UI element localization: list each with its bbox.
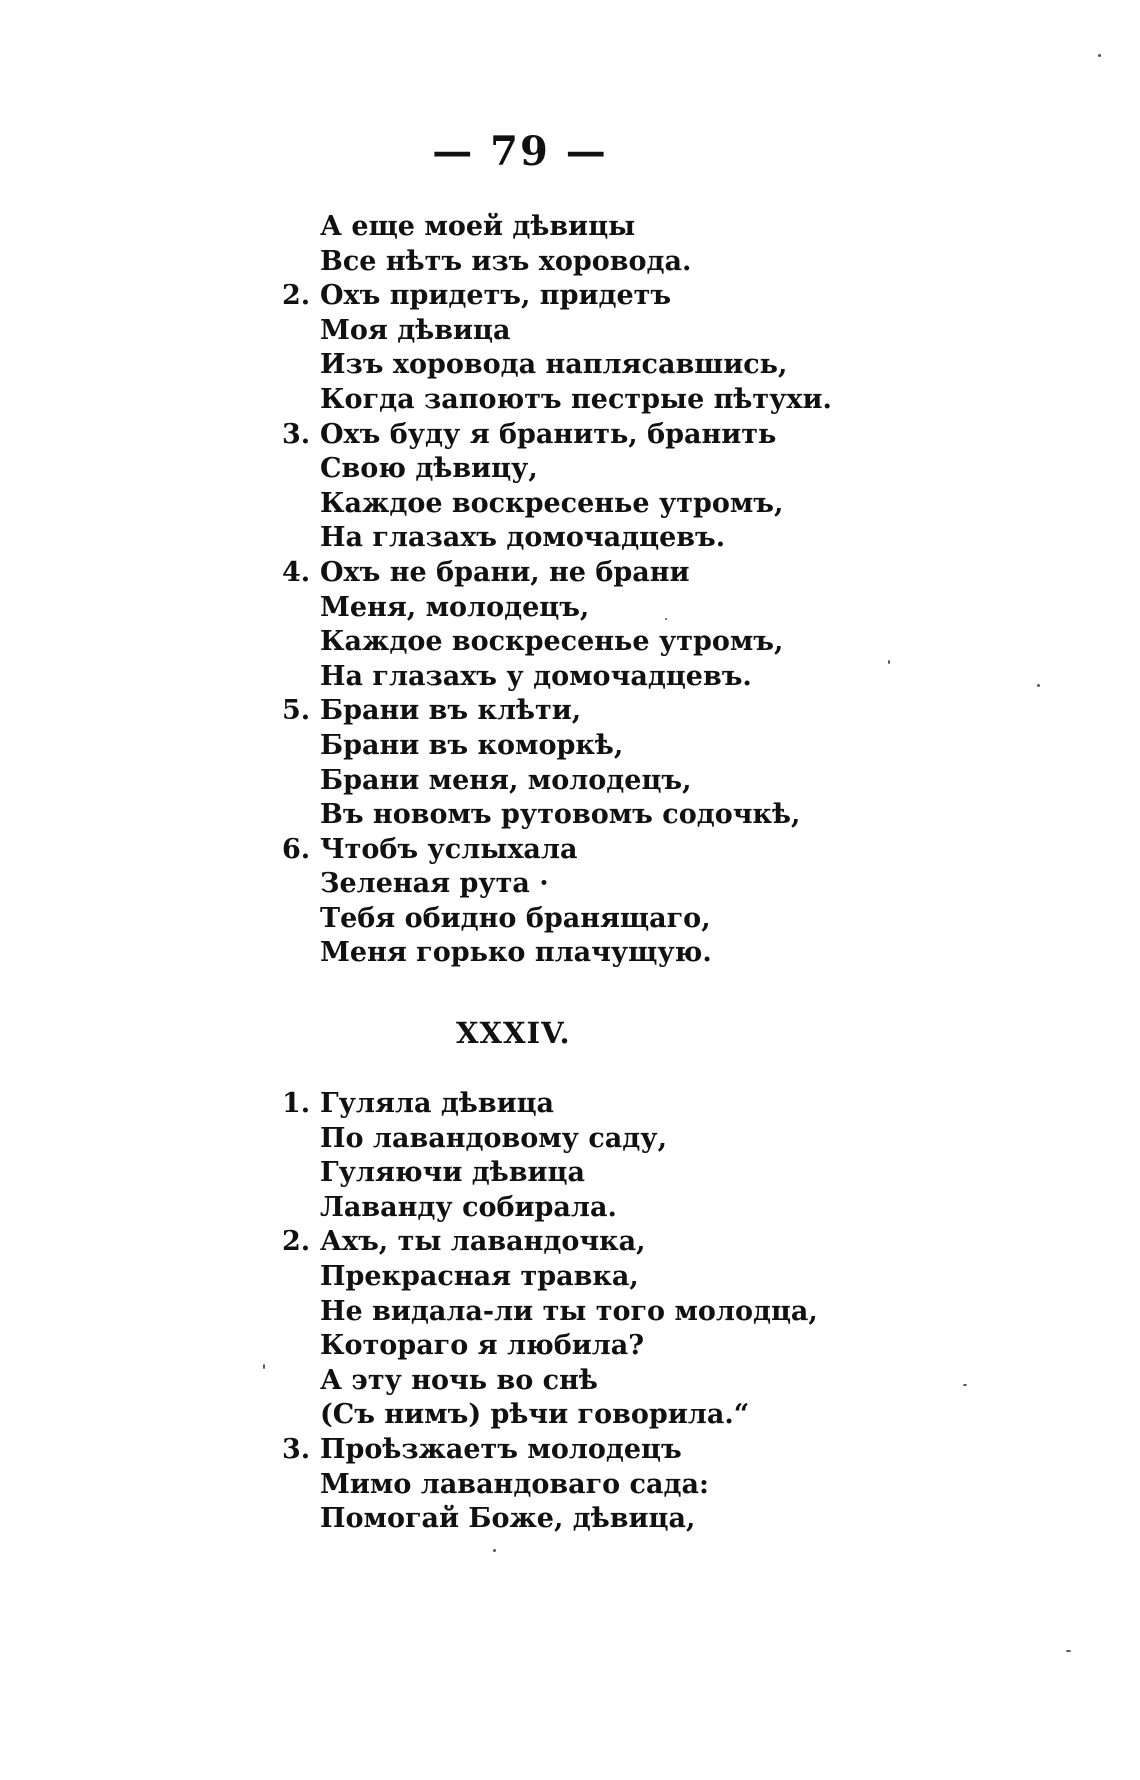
verse-text: Изъ хоровода наплясавшись, [320,349,788,381]
verse-line [282,1225,818,1260]
verse-line [320,245,832,280]
verse-text: А эту ночь во снѣ [320,1364,598,1396]
verse-text: Помогай Боже, дѣвица, [320,1503,696,1535]
song-new-stanzas [282,1087,818,1537]
verse-line [320,867,832,902]
verse-text: Каждое воскресенье утромъ, [320,626,784,658]
verse-text: На глазахъ у домочадцевъ. [320,660,752,692]
song-continued-stanzas [282,210,832,971]
verse-line [282,556,832,591]
verse-text: Прекрасная травка, [320,1260,639,1292]
scan-speck [1098,54,1101,57]
verse-text: Все нѣтъ изъ хоровода. [320,245,692,277]
verse-line [320,625,832,660]
page-number: — 79 — [432,128,608,175]
verse-text: Брани въ клѣти, [320,695,582,727]
verse-text: Ахъ, ты лавандочка, [320,1226,646,1258]
scan-speck [665,618,667,620]
scan-speck [1066,1650,1071,1652]
verse-line [282,1087,818,1122]
verse-text: Проѣзжаетъ молодецъ [320,1433,682,1465]
verse-line [320,1502,818,1537]
verse-line [320,902,832,937]
verse-text: По лавандовому саду, [320,1122,667,1154]
verse-line [320,210,832,245]
verse-text: Свою дѣвицу, [320,453,538,485]
verse-text: Не видала-ли ты того молодца, [320,1295,818,1327]
verse-line [282,279,832,314]
verse-text: Брани меня, молодецъ, [320,764,692,796]
verse-text: Охъ не брани, не брани [320,556,690,588]
stanza-number: 3. [282,1433,311,1465]
scan-speck [888,660,890,664]
verse-text: На глазахъ домочадцевъ. [320,522,726,554]
verse-line [320,314,832,349]
verse-line [320,1468,818,1503]
verse-text: Лаванду собирала. [320,1191,617,1223]
stanza-number: 5. [282,695,311,727]
verse-line [320,1122,818,1157]
verse-line [282,418,832,453]
stanza-number: 1. [282,1088,311,1119]
verse-line [320,487,832,522]
scan-speck [263,1364,265,1369]
verse-line [320,591,832,626]
verse-text: Тебя обидно бранящаго, [320,902,711,934]
verse-text: Гуляла дѣвица [320,1088,555,1119]
verse-line [320,660,832,695]
verse-text: Когда запоютъ пестрые пѣтухи. [320,383,832,415]
verse-text: Меня горько плачущую. [320,937,712,969]
section-heading: XXXIV. [456,1016,571,1050]
verse-line [282,694,832,729]
verse-line [320,1260,818,1295]
scan-speck [963,1384,967,1386]
verse-line [282,833,832,868]
verse-text: А еще моей дѣвицы [320,211,636,242]
verse-text: Брани въ коморкѣ, [320,729,624,761]
verse-text: Зеленая рута · [320,868,549,900]
stanza-number: 3. [282,418,311,450]
stanza-number: 6. [282,833,311,865]
stanza-number: 2. [282,280,311,312]
verse-line [320,521,832,556]
verse-line [320,383,832,418]
verse-line [320,348,832,383]
verse-line [320,1191,818,1226]
verse-line [320,452,832,487]
verse-text: Каждое воскресенье утромъ, [320,487,784,519]
verse-text: (Съ нимъ) рѣчи говорила.“ [320,1399,750,1431]
verse-text: Котораго я любила? [320,1330,645,1362]
verse-line [320,764,832,799]
verse-line [320,798,832,833]
verse-text: Меня, молодецъ, [320,591,590,623]
verse-text: Въ новомъ рутовомъ содочкѣ, [320,799,801,831]
verse-line [320,1329,818,1364]
verse-text: Охъ буду я бранить, бранить [320,418,777,450]
verse-line [282,1433,818,1468]
verse-line [320,1295,818,1330]
stanza-number: 4. [282,556,311,588]
verse-line [320,1364,818,1399]
verse-text: Чтобъ услыхала [320,833,578,865]
verse-text: Гуляючи дѣвица [320,1157,585,1189]
verse-text: Мимо лавандоваго сада: [320,1468,709,1500]
verse-line [320,936,832,971]
verse-line [320,1156,818,1191]
verse-line [320,1398,818,1433]
verse-line [320,729,832,764]
scan-speck [493,1549,496,1552]
stanza-number: 2. [282,1226,311,1258]
scan-speck [1037,684,1040,687]
verse-text: Моя дѣвица [320,314,511,346]
verse-text: Охъ придетъ, придетъ [320,280,672,312]
